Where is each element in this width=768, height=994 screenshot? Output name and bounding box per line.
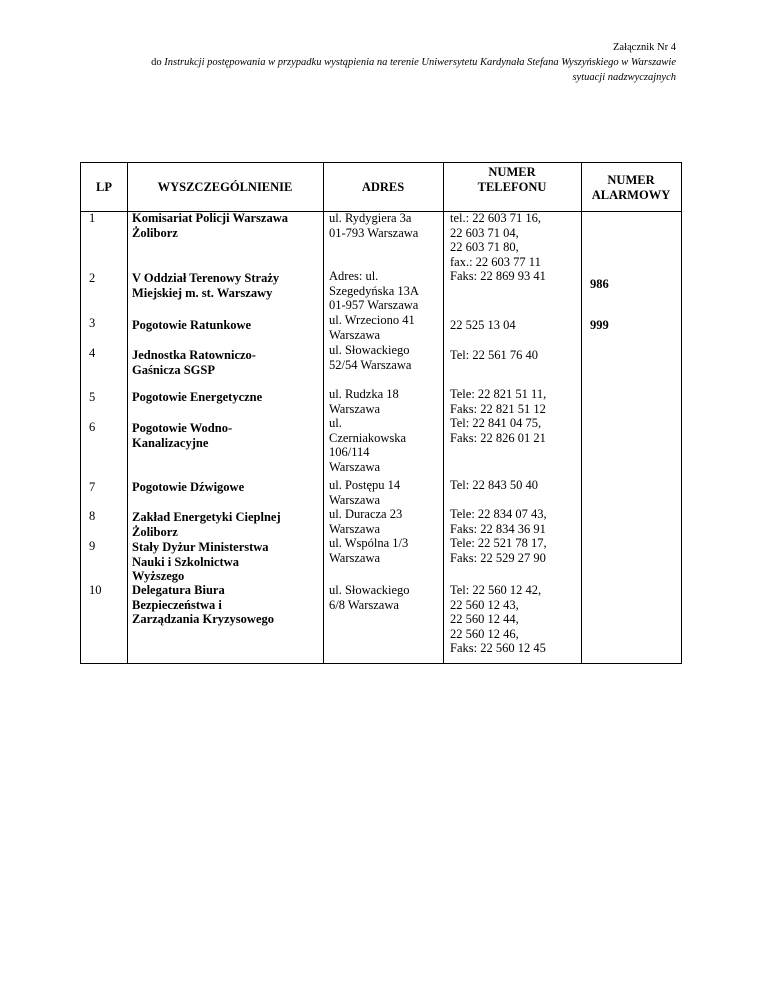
address-line: ul. Wrzeciono 41 (329, 313, 415, 327)
address-cell (329, 583, 449, 612)
phone-line: Tel: 22 843 50 40 (450, 478, 539, 492)
address-line: Warszawa (329, 459, 381, 474)
name-line: Zakład Energetyki Cieplnej (132, 510, 281, 524)
name-cell (132, 583, 332, 627)
header-name: WYSZCZEGÓLNIENIE (157, 180, 293, 194)
phone-line: Tel: 22 841 04 75, (450, 416, 542, 431)
name-line: Kanalizacyjne (132, 435, 209, 450)
name-line: Jednostka Ratowniczo- (132, 348, 256, 362)
address-line: ul. (329, 416, 342, 430)
phone-cell (450, 348, 580, 363)
header-phone-line2: TELEFONU (477, 179, 547, 194)
address-cell (329, 269, 449, 313)
lp-cell: 4 (89, 346, 96, 360)
phone-line: 22 560 12 43, (450, 597, 519, 612)
header-address: ADRES (361, 180, 405, 194)
phone-line: 22 603 71 80, (450, 240, 519, 255)
name-line: Miejskiej m. st. Warszawy (132, 285, 273, 300)
name-line: Żoliborz (132, 524, 178, 539)
phone-line: tel.: 22 603 71 16, (450, 211, 541, 225)
header-lp: LP (96, 180, 112, 194)
phone-cell (450, 318, 580, 333)
address-line: 52/54 Warszawa (329, 357, 412, 372)
name-line: Pogotowie Ratunkowe (132, 318, 252, 332)
address-line: ul. Rydygiera 3a (329, 211, 412, 225)
address-line: Czerniakowska (329, 430, 407, 445)
name-line: Żoliborz (132, 225, 178, 240)
phone-line: Faks: 22 560 12 45 (450, 641, 546, 656)
phone-cell (450, 478, 580, 493)
name-line: Gaśnicza SGSP (132, 362, 215, 377)
phone-cell (450, 211, 580, 284)
address-cell (329, 416, 449, 474)
name-cell (132, 510, 332, 539)
phone-line: 22 560 12 46, (450, 626, 519, 641)
name-cell (132, 318, 332, 333)
address-cell (329, 507, 449, 536)
header-phone (443, 165, 581, 194)
phone-line: Faks: 22 869 93 41 (450, 269, 546, 284)
address-cell (329, 343, 449, 372)
header-alarm-line1: NUMER (607, 173, 655, 187)
lp-cell: 9 (89, 539, 96, 553)
address-line: ul. Słowackiego (329, 583, 410, 597)
address-line: ul. Duracza 23 (329, 507, 403, 521)
address-line: ul. Wspólna 1/3 (329, 536, 409, 550)
lp-cell: 3 (89, 316, 96, 330)
lp-cell: 6 (89, 420, 96, 434)
phone-line: Faks: 22 826 01 21 (450, 430, 546, 445)
name-line: Stały Dyżur Ministerstwa (132, 540, 269, 554)
name-line: Pogotowie Energetyczne (132, 390, 263, 404)
address-cell (329, 211, 449, 240)
address-line: ul. Słowackiego (329, 343, 410, 357)
phone-cell (450, 387, 580, 445)
address-cell (329, 387, 449, 416)
instruction-prefix: do (151, 57, 162, 68)
name-cell (132, 271, 332, 300)
name-line: Nauki i Szkolnictwa (132, 554, 239, 569)
alarm-number-cell: 986 (590, 277, 609, 291)
address-line: Warszawa (329, 521, 381, 536)
lp-cell: 7 (89, 480, 96, 494)
instruction-title (76, 55, 676, 70)
header-alarm (581, 173, 681, 202)
address-line: Warszawa (329, 492, 381, 507)
name-cell (132, 540, 332, 584)
emergency-contacts-table (80, 162, 682, 664)
lp-cell: 1 (89, 211, 96, 225)
table-column-divider (127, 163, 128, 663)
phone-line: Faks: 22 821 51 12 (450, 401, 546, 416)
phone-line: 22 603 71 04, (450, 225, 519, 240)
lp-cell: 8 (89, 509, 96, 523)
phone-cell (450, 507, 580, 565)
address-line: 6/8 Warszawa (329, 597, 399, 612)
name-line: V Oddział Terenowy Straży (132, 271, 280, 285)
address-cell (329, 536, 449, 565)
header-phone-line1: NUMER (488, 165, 536, 179)
name-line: Delegatura Biura (132, 583, 225, 597)
address-line: 01-793 Warszawa (329, 225, 419, 240)
name-line: Bezpieczeństwa i (132, 597, 222, 612)
phone-line: Tel: 22 561 76 40 (450, 348, 539, 362)
table-column-divider (581, 163, 582, 663)
address-line: Warszawa (329, 550, 381, 565)
phone-line: Tele: 22 821 51 11, (450, 387, 547, 401)
name-cell (132, 390, 332, 405)
phone-line: Tele: 22 834 07 43, (450, 507, 547, 521)
phone-line: Tel: 22 560 12 42, (450, 583, 542, 597)
name-cell (132, 480, 332, 495)
lp-cell: 2 (89, 271, 96, 285)
name-line: Komisariat Policji Warszawa (132, 211, 288, 225)
phone-line: 22 560 12 44, (450, 612, 519, 627)
address-line: Szegedyńska 13A (329, 283, 419, 298)
name-line: Zarządzania Kryzysowego (132, 612, 274, 627)
alarm-number-cell: 999 (590, 318, 609, 332)
phone-line: fax.: 22 603 77 11 (450, 254, 541, 269)
name-cell (132, 348, 332, 377)
phone-line: Tele: 22 521 78 17, (450, 536, 547, 551)
name-cell (132, 421, 332, 450)
name-line: Pogotowie Dźwigowe (132, 480, 245, 494)
attachment-number: Załącznik Nr 4 (613, 42, 676, 53)
lp-cell: 5 (89, 390, 96, 404)
document-header (76, 40, 676, 85)
name-line: Pogotowie Wodno- (132, 421, 233, 435)
address-line: 106/114 (329, 445, 370, 460)
instruction-title-cont: sytuacji nadzwyczajnych (572, 72, 676, 83)
header-alarm-line2: ALARMOWY (591, 187, 671, 202)
phone-line: Faks: 22 529 27 90 (450, 550, 546, 565)
name-cell (132, 211, 332, 240)
address-line: Warszawa (329, 401, 381, 416)
address-line: Warszawa (329, 327, 381, 342)
lp-cell: 10 (89, 583, 102, 597)
address-line: ul. Rudzka 18 (329, 387, 399, 401)
address-line: Adres: ul. (329, 269, 379, 283)
address-cell (329, 313, 449, 342)
address-line: 01-957 Warszawa (329, 298, 419, 313)
instruction-title-text: Instrukcji postępowania w przypadku wystąpienia na terenie Uniwersytetu Kardynała Stefana Wyszyńskiego w Warszawie (164, 57, 676, 68)
phone-cell (450, 583, 580, 656)
name-line: Wyższego (132, 569, 185, 584)
address-line: ul. Postępu 14 (329, 478, 401, 492)
phone-line: 22 525 13 04 (450, 318, 516, 332)
phone-line: Faks: 22 834 36 91 (450, 521, 546, 536)
address-cell (329, 478, 449, 507)
